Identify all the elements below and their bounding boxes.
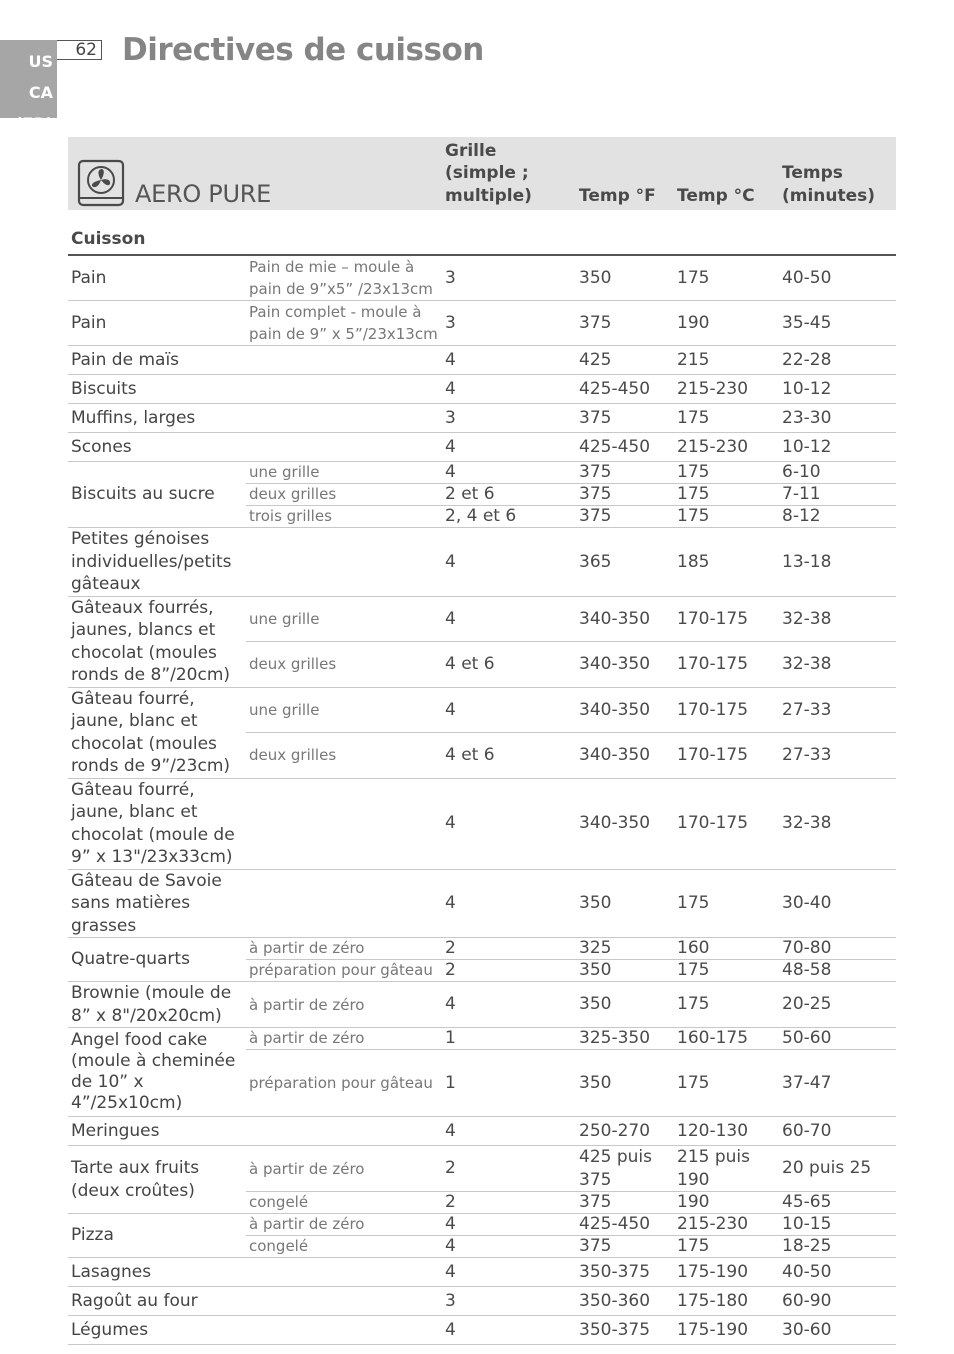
table-row: deux grilles 4 et 6 340-350 170-175 27-33 (68, 733, 896, 779)
table-row: Ragoût au four 3 350-360 175-180 60-90 (68, 1287, 896, 1316)
table-row: deux grilles 4 et 6 340-350 170-175 32-38 (68, 642, 896, 688)
language-tab (0, 40, 57, 133)
table-row: Scones 4 425-450 215-230 10-12 (68, 433, 896, 462)
cooking-guide-table (68, 137, 896, 1345)
table-row: congelé 4 375 175 18-25 (68, 1236, 896, 1258)
table-row: Angel food cake (moule à cheminée de 10” x 4”/25x10cm) à partir de zéro 1 325-350 160-175 50-60 (68, 1028, 896, 1050)
rack-header: Grille (simple ; multiple) (445, 140, 532, 206)
table-row: deux grilles 2 et 6 375 175 7-11 (68, 484, 896, 506)
table-row: Pain de maïs 4 425 215 22-28 (68, 346, 896, 375)
page-title: Directives de cuisson (122, 32, 484, 68)
section-title: Cuisson (68, 210, 896, 255)
time-header: Temps (minutes) (782, 163, 876, 206)
region-code: US CA (28, 52, 53, 102)
mode-label: AERO PURE (135, 180, 271, 208)
table-row: Pizza à partir de zéro 4 425-450 215-230 10-15 (68, 1214, 896, 1236)
table-row: Tarte aux fruits (deux croûtes) à partir de zéro 2 425 puis 375 215 puis 190 20 puis 25 (68, 1146, 896, 1192)
mode-header (68, 137, 442, 210)
table-row: Lasagnes 4 350-375 175-190 40-50 (68, 1258, 896, 1287)
table-row: Petites génoises individuelles/petits gâteaux 4 365 185 13-18 (68, 528, 896, 597)
table-row: Gâteau fourré, jaune, blanc et chocolat (moules ronds de 9”/23cm) une grille 4 340-350 170-175 27-33 (68, 687, 896, 733)
table-row: Gâteau fourré, jaune, blanc et chocolat (moule de 9” x 13"/23x33cm) 4 340-350 170-175 32-38 (68, 778, 896, 869)
temp-c-header: Temp °C (677, 185, 755, 206)
page-number: 62 (57, 40, 102, 60)
table-row: Meringues 4 250-270 120-130 60-70 (68, 1117, 896, 1146)
language-code: (FR) (15, 114, 53, 133)
table-row: préparation pour gâteau 2 350 175 48-58 (68, 960, 896, 982)
table-header-row (68, 137, 896, 210)
temp-f-header: Temp °F (579, 185, 656, 206)
table-row: Gâteau de Savoie sans matières grasses 4 350 175 30-40 (68, 869, 896, 938)
section-row (68, 210, 896, 255)
table-row: congelé 2 375 190 45-65 (68, 1192, 896, 1214)
table-row: préparation pour gâteau 1 350 175 37-47 (68, 1050, 896, 1117)
table-row: Pain Pain complet - moule à pain de 9” x 5”/23x13cm 3 375 190 35-45 (68, 301, 896, 346)
table-row: trois grilles 2, 4 et 6 375 175 8-12 (68, 506, 896, 528)
table-row: Pain Pain de mie – moule à pain de 9”x5” /23x13cm 3 350 175 40-50 (68, 255, 896, 301)
table-row: Biscuits au sucre une grille 4 375 175 6-10 (68, 462, 896, 484)
table-row: Biscuits 4 425-450 215-230 10-12 (68, 375, 896, 404)
table-row: Gâteaux fourrés, jaunes, blancs et chocolat (moules ronds de 8”/20cm) une grille 4 340-350 170-175 32-38 (68, 596, 896, 642)
fan-oven-icon (77, 159, 125, 207)
table-row: Brownie (moule de 8” x 8"/20x20cm) à partir de zéro 4 350 175 20-25 (68, 982, 896, 1028)
table-row: Légumes 4 350-375 175-190 30-60 (68, 1316, 896, 1345)
table-row: Quatre-quarts à partir de zéro 2 325 160 70-80 (68, 938, 896, 960)
table-row: Muffins, larges 3 375 175 23-30 (68, 404, 896, 433)
